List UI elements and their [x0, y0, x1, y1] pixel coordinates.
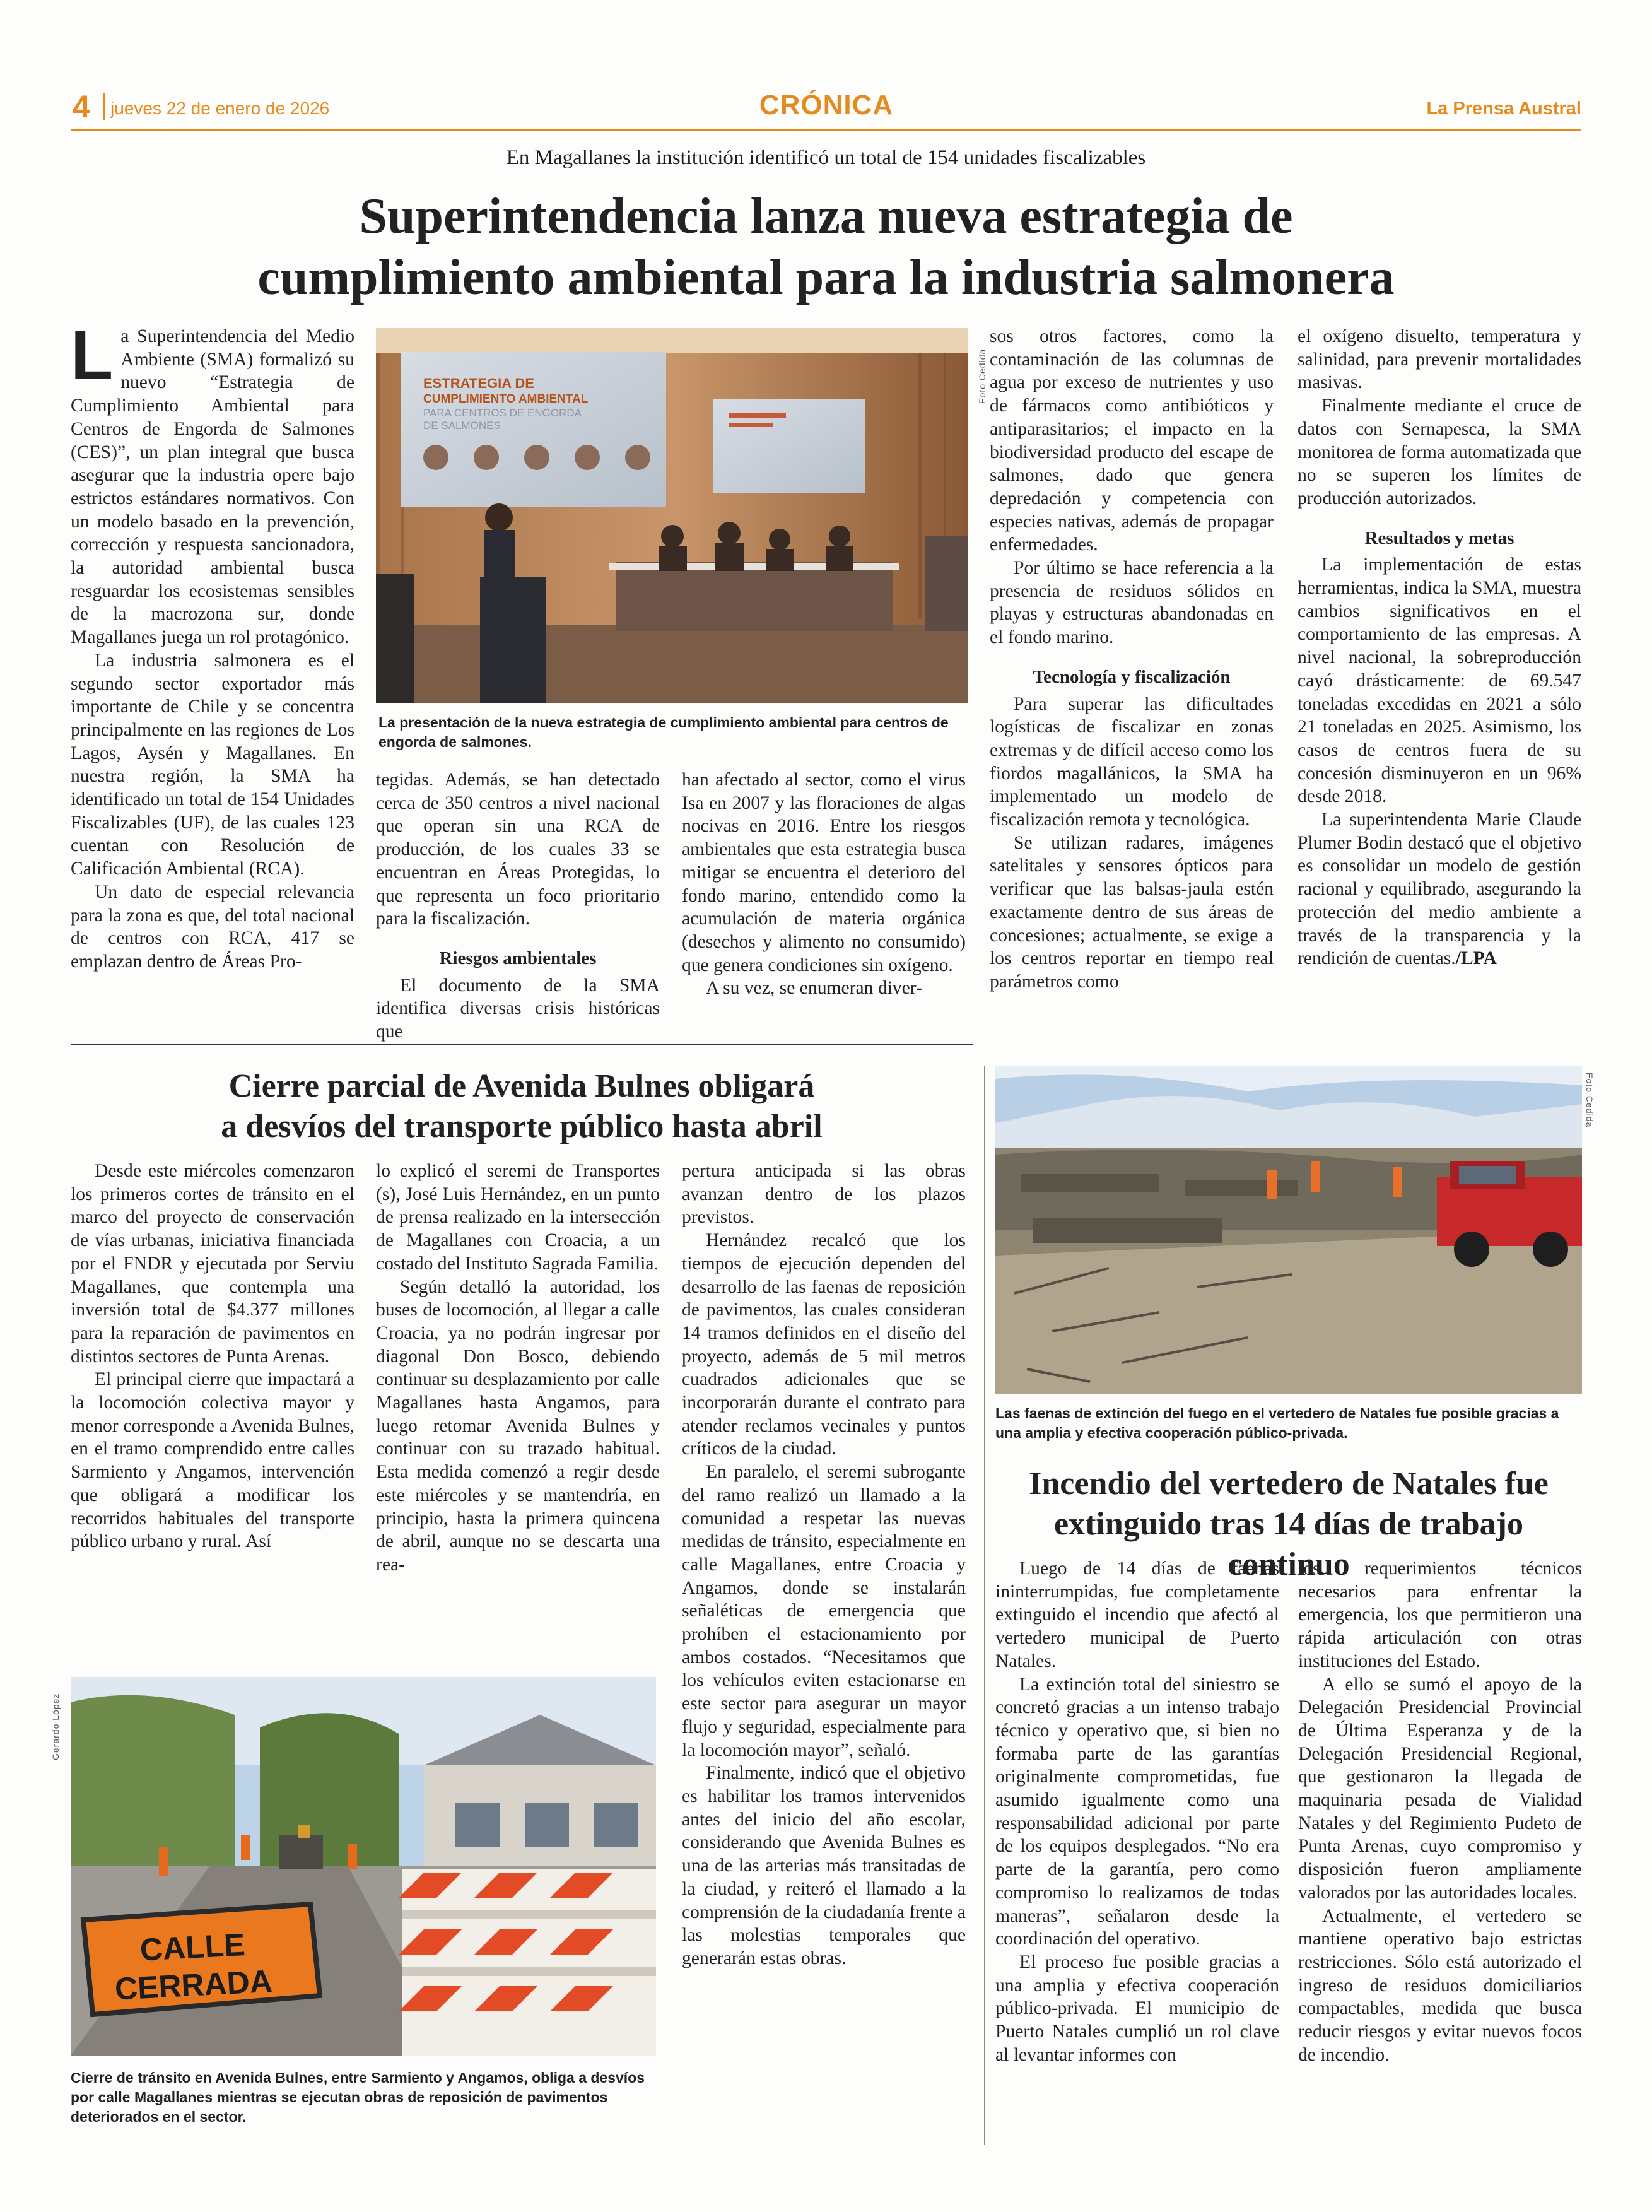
main-col2-p1: tegidas. Además, se han detectado cerca de 350 centros a nivel nacional que operan sin una RCA de producción, de los cuales 33 se encuentran en Áreas Protegidas, lo que representa un foco prioritario para la fiscalización. [376, 770, 660, 929]
main-col5-p2: Finalmente mediante el cruce de datos con Sernapesca, la SMA monitorea de forma automatizada que no se superen los límites de producción autorizados. [1298, 396, 1581, 509]
bulnes-col3-p3: En paralelo, el seremi subrogante del ramo realizó un llamado a la comunidad a respetar las nuevas medidas de tránsito, especialmente en calle Magallanes, entre Croacia y Angamos, donde se instalarán señaléticas de emergencia que prohíben el estacionamiento por ambos costados. “Necesitamos que los vehículos eviten estacionarse en este sector para asegurar un mayor flujo y seguridad, especialmente para la locomoción mayor”, señaló. [682, 1462, 966, 1760]
section-title: CRÓNICA [759, 90, 894, 121]
main-photo-caption: La presentación de la nueva estrategia de cumplimiento ambiental para centros de engorda de salmones. [378, 714, 949, 750]
bulnes-column-1 [71, 1160, 354, 1553]
main-col4-p4: Se utilizan radares, imágenes satelitales y sensores ópticos para verificar que las balsas-jaula estén exactamente dentro de sus áreas de concesiones; actualmente, se exige a los centros reportar en tiempo real parámetros como [990, 832, 1274, 992]
subhead-riesgos: Riesgos ambientales [439, 948, 597, 968]
natales-column-2 [1298, 1557, 1582, 2066]
header-rule [71, 129, 1581, 131]
main-col5-p3: La implementación de estas herramientas, indica la SMA, muestra cambios significativos en el comportamiento de las empresas. A nivel nacional, la sobreproducción cayó drásticamente: de 69.547 toneladas excedidas en 2021 a sólo 21 toneladas en 2025. Asimismo, los casos de centros fuera de su concesión disminuyeron en un 96% desde 2018. [1298, 555, 1581, 807]
drop-cap: L [71, 317, 114, 394]
street-closure-drawing [71, 1677, 656, 2056]
bulnes-column-3 [682, 1160, 966, 1970]
screen-title-line-1: ESTRATEGIA DE [423, 375, 535, 391]
main-column-2 [376, 768, 660, 1044]
bulnes-col2-p2: Según detalló la autoridad, los buses de locomoción, al llegar a calle Croacia, ya no podrán ingresar por diagonal Don Bosco, debiendo continuar su desplazamiento por calle Magallanes hasta Angamos, para luego retomar Avenida Bulnes y continuar con su trazado habitual. Esta medida comenzó a regir desde este miércoles y se mantendría, en principio, hasta la primera quincena de abril, aunque no se descarta una rea- [376, 1276, 660, 1575]
main-column-4 [990, 325, 1274, 994]
natales-col2-p1: los requerimientos técnicos necesarios para enfrentar la emergencia, los que permitieron una rápida articulación con otras instituciones del Estado. [1298, 1558, 1582, 1671]
street-photo-credit: Gerardo López [50, 1693, 61, 1760]
landfill-drawing [995, 1066, 1582, 1394]
page-number: 4 [73, 89, 90, 124]
landfill-photo-credit: Foto Cedida [1585, 1073, 1595, 1128]
main-col4-p3: Para superar las dificultades logísticas de fiscalizar en zonas extremas y de difícil acceso como los fiordos magallánicos, la SMA ha implementado un modelo de fiscalización remota y tecnológica. [990, 693, 1274, 830]
main-headline-line-2: cumplimiento ambiental para la industria salmonera [257, 250, 1395, 305]
bulnes-col3-p4: Finalmente, indicó que el objetivo es habilitar los tramos intervenidos antes del inicio del año escolar, considerando que Avenida Bulnes es una de las arterias más transitadas de la ciudad, y reiteró el llamado a la comprensión de la ciudadanía frente a las molestias temporales que generarán estas obras. [682, 1763, 966, 1968]
header-divider [103, 93, 105, 120]
screen-title-line-2: CUMPLIMIENTO AMBIENTAL [423, 392, 589, 406]
natales-col1-p2: La extinción total del siniestro se concretó gracias a un intenso trabajo técnico y operativo que, si bien no formaba parte de las garantías originalmente comprometidas, fue asumido igualmente como una responsabilidad adicional por parte de los equipos desplegados. “No era parte de la garantía, pero como compromiso lo realizamos de todas maneras”, señalaron desde la coordinación del operativo. [995, 1674, 1279, 1950]
main-col3-p1: han afectado al sector, como el virus Isa en 2007 y las floraciones de algas nocivas en 2016. Entre los riesgos ambientales que esta estrategia busca mitigar se encuentra el deterioro del fondo marino, entendido como la acumulación de materia orgánica (desechos y alimento no consumido) que genera condiciones sin oxígeno. [682, 770, 966, 975]
natales-col2-p2: A ello se sumó el apoyo de la Delegación Presidencial Provincial de Última Esperanza y de la Delegación Presidencial Regional, que gestionaron la llegada de maquinaria pesada de Vialidad Natales y del Regimiento Pudeto de Punta Arenas, cuyo compromiso y disposición fueron ampliamente valorados por las autoridades locales. [1298, 1674, 1582, 1903]
sign-text-line-2: CERRADA [114, 1963, 274, 2007]
main-photo-credit: Foto Cedida [977, 348, 987, 404]
bulnes-headline [71, 1066, 973, 1147]
natales-col2-p3: Actualmente, el vertedero se mantiene operativo bajo estrictas restricciones. Sólo está autorizado el ingreso de residuos domiciliarios compactables, medida que busca reducir riesgos y evitar nuevos focos de incendio. [1298, 1905, 1582, 2065]
subhead-tecnologia: Tecnología y fiscalización [1033, 666, 1231, 687]
subhead-resultados: Resultados y metas [1364, 527, 1514, 548]
main-col5-p1: el oxígeno disuelto, temperatura y salinidad, para prevenir mortalidades masivas. [1298, 326, 1581, 393]
column-rule-vertical [984, 1066, 985, 2145]
main-col1-p2: La industria salmonera es el segundo sector exportador más importante de Chile y se concentra principalmente en las regiones de Los Lagos, Aysén y Magallanes. En nuestra región, la SMA ha identificado un total de 154 Unidades Fiscalizables (UF), de las cuales 123 cuentan con Resolución de Calificación Ambiental (RCA). [71, 650, 354, 880]
bulnes-col3-p2: Hernández recalcó que los tiempos de ejecución dependen del desarrollo de las faenas de reposición de pavimentos, las cuales consideran 14 tramos definidos en el diseño del proyecto, además de 5 mil metros cuadrados adicionales que se incorporarán durante el contrato para atender reclamos vecinales y puntos críticos de la ciudad. [682, 1230, 966, 1459]
natales-headline-line-1: Incendio del vertedero de Natales fue [1029, 1466, 1549, 1502]
main-col4-p1: sos otros factores, como la contaminación de las columnas de agua por exceso de nutrientes y uso de fármacos como antibióticos y antiparasitarios; el impacto en la biodiversidad producto del escape de salmones, dado que genera depredación y competencia con especies nativas, además de propagar enfermedades. [990, 326, 1274, 555]
street-closure-photo [71, 1677, 656, 2056]
conference-photo-drawing [376, 328, 968, 703]
bulnes-col1-p2: El principal cierre que impactará a la locomoción colectiva mayor y menor corresponde a Avenida Bulnes, en el tramo comprendido entre calles Sarmiento y Angamos, intervención que obligará a modificar los recorridos habituales del transporte público urbano y rural. Así [71, 1369, 354, 1552]
main-col4-p2: Por último se hace referencia a la presencia de residuos sólidos en playas y estructuras abandonadas en el fondo marino. [990, 558, 1274, 648]
street-photo-caption: Cierre de tránsito en Avenida Bulnes, entre Sarmiento y Angamos, obliga a desvíos por calle Magallanes mientras se ejecutan obras de reposición de pavimentos deteriorados en el sector. [71, 2069, 645, 2125]
natales-column-1 [995, 1557, 1279, 2066]
landfill-photo-caption: Las faenas de extinción del fuego en el vertedero de Natales fue posible gracias a una amplia y efectiva cooperación público-privada. [995, 1405, 1559, 1441]
main-column-5 [1298, 325, 1581, 970]
main-headline [126, 186, 1526, 309]
main-column-1 [71, 317, 354, 974]
sign-text-line-1: CALLE [139, 1927, 246, 1968]
landfill-photo [995, 1066, 1582, 1394]
article-signature: /LPA [1455, 948, 1497, 969]
section-rule-left [71, 1044, 973, 1045]
bulnes-column-2 [376, 1160, 660, 1577]
natales-col1-p1: Luego de 14 días de faenas ininterrumpidas, fue completamente extinguido el incendio que afectó al vertedero municipal de Puerto Natales. [995, 1558, 1279, 1671]
newspaper-name: La Prensa Austral [1426, 98, 1581, 119]
screen-title-line-4: DE SALMONES [423, 420, 501, 432]
main-col3-p2: A su vez, se enumeran diver- [706, 978, 922, 999]
bulnes-col3-p1: pertura anticipada si las obras avanzan dentro de los plazos previstos. [682, 1161, 966, 1228]
main-col1-p3: Un dato de especial relevancia para la zona es que, del total nacional de centros con RCA, 417 se emplazan dentro de Áreas Pro- [71, 881, 354, 972]
bulnes-headline-line-1: Cierre parcial de Avenida Bulnes obligará [228, 1068, 815, 1104]
bulnes-col1-p1: Desde este miércoles comenzaron los primeros cortes de tránsito en el marco del proyecto de conservación de vías urbanas, iniciativa financiada por el FNDR y ejecutada por Serviu Magallanes, que contempla una inversión total de $4.377 millones para la reparación de pavimentos en distintos sectores de Punta Arenas. [71, 1161, 354, 1367]
main-kicker: En Magallanes la institución identificó un total de 154 unidades fiscalizables [506, 146, 1146, 169]
main-headline-line-1: Superintendencia lanza nueva estrategia de [359, 189, 1293, 244]
main-col2-p2: El documento de la SMA identifica diversas crisis históricas que [376, 975, 660, 1042]
natales-col1-p3: El proceso fue posible gracias a una amplia y efectiva cooperación público-privada. El municipio de Puerto Natales cumplió un rol clave al levantar informes con [995, 1951, 1279, 2065]
main-col1-p1: a Superintendencia del Medio Ambiente (SMA) formalizó su nuevo “Estrategia de Cumplimiento Ambiental para Centros de Engorda de Salmones (CES)”, un plan integral que busca asegurar que la industria opere bajo estrictos estándares normativos. Con un modelo basado en la prevención, corrección y respuesta sancionadora, la autoridad ambiental busca resguardar los ecosistemas sensibles de la macrozona sur, donde Magallanes juega un rol protagónico. [71, 326, 354, 648]
main-column-3 [682, 768, 966, 1000]
page-date: jueves 22 de enero de 2026 [110, 98, 330, 118]
natales-headline-line-2: extinguido tras 14 días de trabajo continuo [1054, 1506, 1523, 1582]
conference-photo [376, 328, 968, 703]
bulnes-col2-p1: lo explicó el seremi de Transportes (s), José Luis Hernández, en un punto de prensa realizado en la intersección de Magallanes con Croacia, a un costado del Instituto Sagrada Familia. [376, 1161, 660, 1274]
bulnes-headline-line-2: a desvíos del transporte público hasta abril [221, 1109, 823, 1144]
screen-title-line-3: PARA CENTROS DE ENGORDA [423, 407, 582, 419]
main-col5-p4: La superintendenta Marie Claude Plumer Bodin destacó que el objetivo es consolidar un modelo de gestión racional y equilibrado, asegurando la protección del medio ambiente a través de la transparencia y la rendición de cuentas. [1298, 809, 1581, 969]
